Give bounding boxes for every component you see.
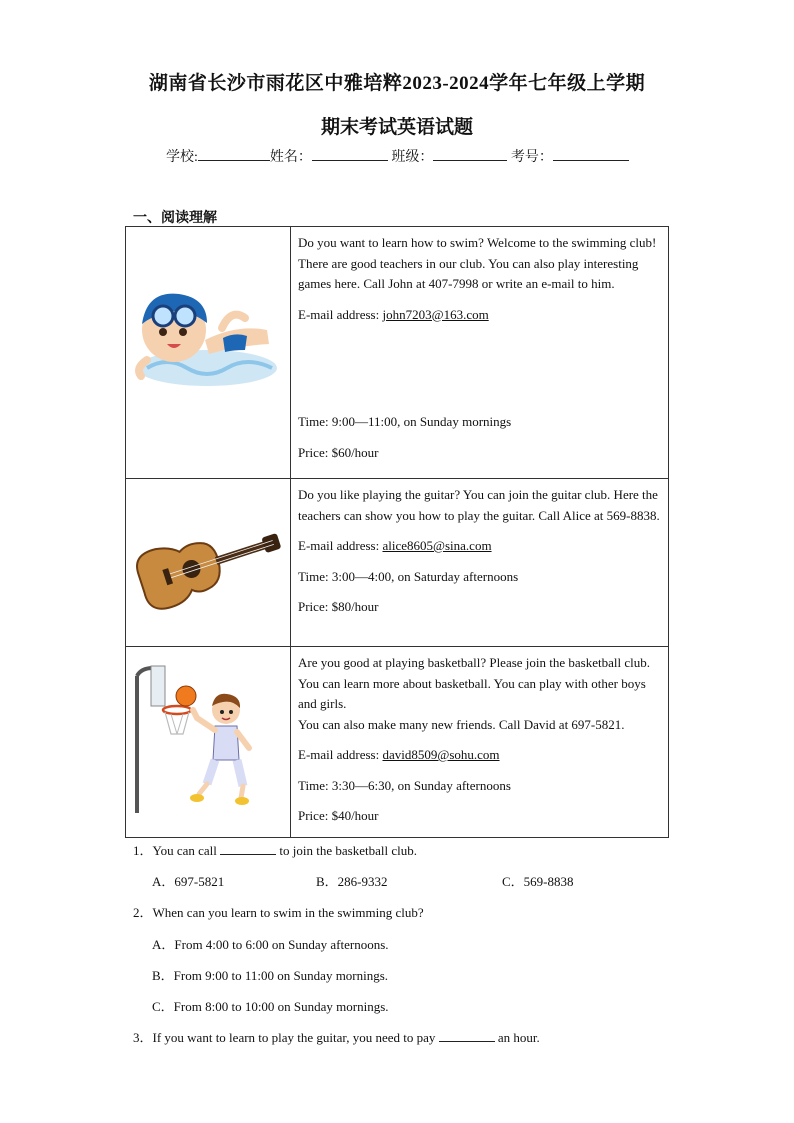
page-title-line1: 湖南省长沙市雨花区中雅培粹2023-2024学年七年级上学期 [148,73,646,94]
number-blank[interactable] [553,146,629,161]
number-label: 考号： [510,150,553,165]
guitar-icon [127,480,287,645]
option-2a[interactable]: A．From 4:00 to 6:00 on Sunday afternoons. [152,937,389,952]
basketball-club-desc: Are you good at playing basketball? Please join the basketball club. You can learn more about basketball. You can play with other boys and girls. [298,655,650,711]
page-title-line2: 期末考试英语试题 [320,117,473,138]
name-label: 姓名： [269,150,312,165]
option-2c[interactable]: C．From 8:00 to 10:00 on Sunday mornings. [152,999,389,1014]
option-1c[interactable]: C．569-8838 [502,874,574,889]
swimming-child-icon [127,228,287,477]
basketball-club-time: Time: 3:30—6:30, on Sunday afternoons [298,777,511,793]
swimming-club-desc: Do you want to learn how to swim? Welcome to the swimming club! There are good teachers in our club. You can also play interesting games here. Call John at 407-7998 or write an e-mail to him. [298,235,657,291]
student-info-line [166,146,629,166]
basketball-email-line [298,745,660,766]
swimming-club-time: Time: 9:00—11:00, on Sunday mornings [298,414,512,429]
email-label: E-mail address: [298,747,383,762]
swimming-email-link[interactable]: john7203@163.com [382,306,489,322]
name-blank[interactable] [312,146,388,161]
option-2b[interactable]: B．From 9:00 to 11:00 on Sunday mornings. [152,968,389,983]
table-row [126,647,669,838]
email-label: E-mail address: [298,538,383,553]
basketball-boy-icon [127,648,287,833]
swimming-image-cell [126,227,291,479]
question-text: When can you learn to swim in the swimming club? [152,905,424,920]
class-label: 班级： [391,150,434,165]
section-title: 一、阅读理解 [133,211,217,226]
swimming-email-line [298,305,660,326]
option-1a[interactable]: A．697-5821 [152,874,225,889]
clubs-table [125,226,669,838]
guitar-club-desc: Do you like playing the guitar? You can join the guitar club. Here the teachers can show you how to play the guitar. Call Alice at 569-8838. [298,487,660,523]
school-blank[interactable] [198,146,270,161]
table-row [126,227,669,479]
option-1b[interactable]: B．286-9332 [316,874,388,889]
guitar-club-price: Price: $80/hour [298,599,379,614]
school-label: 学校: [166,150,198,165]
table-row [126,479,669,647]
guitar-club-time: Time: 3:00—4:00, on Saturday afternoons [298,568,519,584]
guitar-club-text [291,479,669,647]
question-text-after: an hour. [494,1030,540,1045]
question-number: 3． [133,1030,153,1045]
guitar-email-line [298,536,660,557]
question-text-after: to join the basketball club. [276,843,417,858]
question-1 [133,840,417,859]
question-3 [133,1027,540,1046]
question-number: 1． [133,843,153,858]
swimming-club-text [291,227,669,479]
class-blank[interactable] [433,146,507,161]
answer-blank[interactable] [220,842,276,855]
answer-blank[interactable] [439,1029,495,1042]
question-number: 2． [133,905,153,920]
question-2 [133,902,424,921]
basketball-club-text [291,647,669,838]
basketball-club-desc2: You can also make many new friends. Call David at 697-5821. [298,716,625,732]
question-text-before: If you want to learn to play the guitar, you need to pay [152,1030,439,1045]
basketball-club-price: Price: $40/hour [298,808,379,823]
question-text-before: You can call [152,843,221,858]
email-label: E-mail address: [298,306,383,322]
swimming-club-price: Price: $60/hour [298,445,379,460]
guitar-image-cell [126,479,291,647]
guitar-email-link[interactable]: alice8605@sina.com [382,538,492,553]
basketball-image-cell [126,647,291,838]
basketball-email-link[interactable]: david8509@sohu.com [382,747,500,762]
